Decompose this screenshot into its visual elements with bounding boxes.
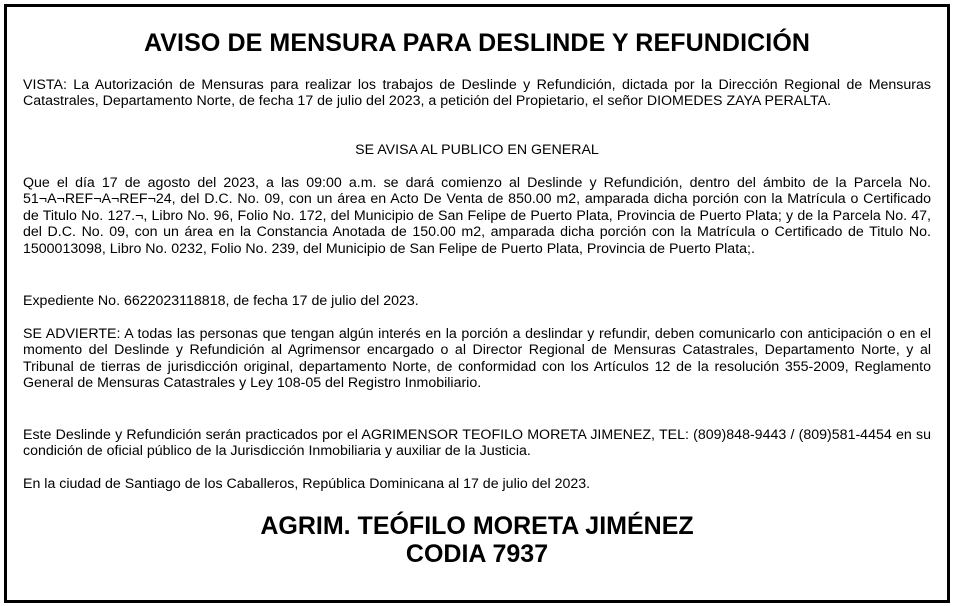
notice-frame (4, 4, 950, 603)
deslinde-paragraph: Que el día 17 de agosto del 2023, a las 09:00 a.m. se dará comienzo al Deslinde y Refundición, dentro del ámbito de la Parcela No. 51¬A¬REF¬A¬REF¬24, del D.C. No. 09, con un área en Acto De Venta de 850.00 m2, amparada dicha porción con la Matrícula o Certificado de Titulo No. 127.¬, Libro No. 96, Folio No. 172, del Municipio de San Felipe de Puerto Plata, Provincia de Puerto Plata; y de la Parcela No. 47, del D.C. No. 09, con un área en la Constancia Anotada de 150.00 m2, amparada dicha porción con la Matrícula o Certificado de Titulo No. 1500013098, Libro No. 0232, Folio No. 239, del Municipio de San Felipe de Puerto Plata, Provincia de Puerto Plata;. (23, 175, 931, 257)
vista-paragraph: VISTA: La Autorización de Mensuras para realizar los trabajos de Deslinde y Refundición, dictada por la Dirección Regional de Mensuras Catastrales, Departamento Norte, de fecha 17 de julio del 2023, a petición del Propietario, el señor DIOMEDES ZAYA PERALTA. (23, 77, 931, 110)
signature-codia: CODIA 7937 (405, 540, 549, 568)
notice-title: AVISO DE MENSURA PARA DESLINDE Y REFUNDICIÓN (143, 29, 811, 57)
expediente-paragraph: Expediente No. 6622023118818, de fecha 17 de julio del 2023. (23, 293, 419, 309)
signature-name: AGRIM. TEÓFILO MORETA JIMÉNEZ (260, 512, 694, 540)
city-date-paragraph: En la ciudad de Santiago de los Caballeros, República Dominicana al 17 de julio del 2023. (23, 476, 591, 492)
advierte-paragraph: SE ADVIERTE: A todas las personas que tengan algún interés en la porción a deslindar y refundir, deben comunicarlo con anticipación o en el momento del Deslinde y Refundición al Agrimensor encargado o al Director Regional de Mensuras Catastrales, Departamento Norte, y al Tribunal de tierras de jurisdicción original, departamento Norte, de conformidad con los Artículos 12 de la resolución 355-2009, Reglamento General de Mensuras Catastrales y Ley 108-05 del Registro Inmobiliario. (23, 326, 931, 392)
practicados-paragraph: Este Deslinde y Refundición serán practicados por el AGRIMENSOR TEOFILO MORETA JIMENEZ, TEL: (809)848-9443 / (809)581-4454 en su condición de oficial público de la Jurisdicción Inmobiliaria y auxiliar de la Justicia. (23, 427, 931, 460)
public-notice-heading: SE AVISA AL PUBLICO EN GENERAL (355, 142, 599, 158)
